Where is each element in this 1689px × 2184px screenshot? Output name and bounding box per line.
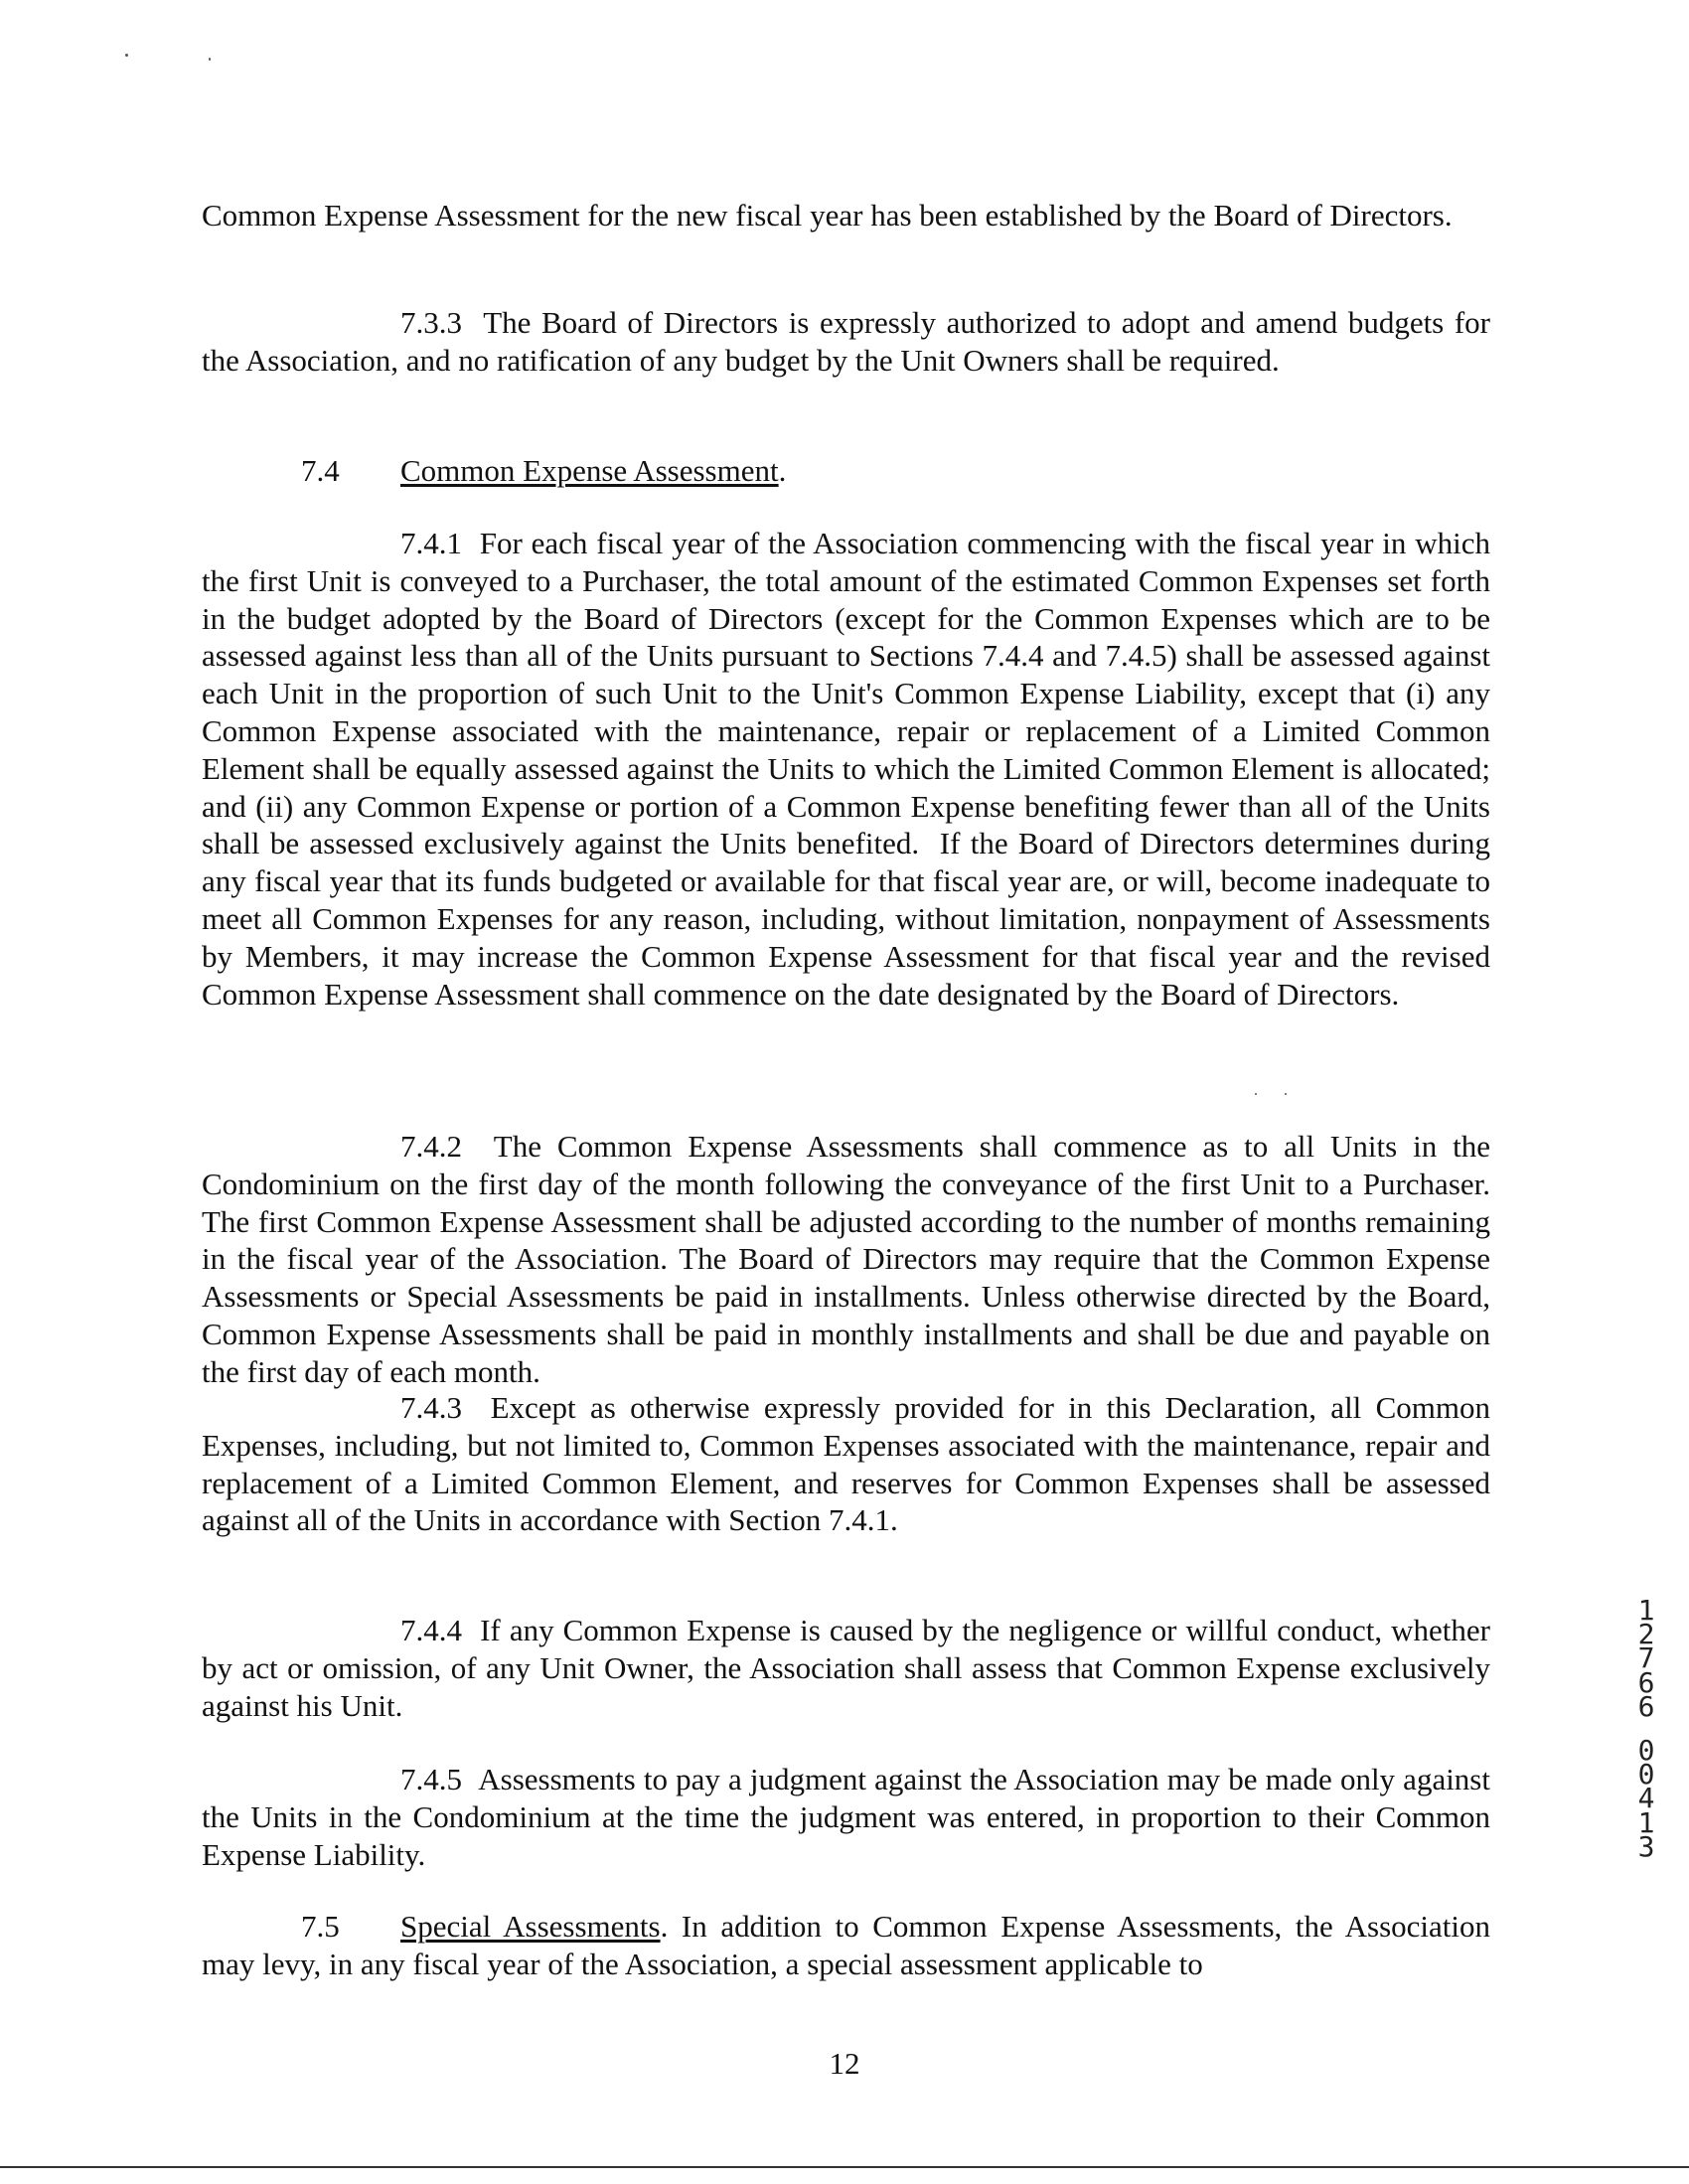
section-title: Common Expense Assessment: [400, 453, 779, 488]
scan-bottom-edge: [0, 2166, 1689, 2168]
paragraph-7-5: [202, 1908, 1490, 1983]
scan-speck: [125, 54, 128, 57]
stamp-digit: 1: [1637, 1594, 1655, 1627]
stamp-digit: 0: [1637, 1758, 1655, 1792]
paragraph-7-4-3: 7.4.3 Except as otherwise expressly provided for in this Declaration, all Common Expenses, including, but not limited to, Common Expenses associated with the maintenance, repair and replacement of a Limited Common Element, and reserves for Common Expenses shall be assessed against all of the Units in accordance with Section 7.4.1.: [202, 1390, 1490, 1538]
paragraph-7-3-3: 7.3.3 The Board of Directors is expressly authorized to adopt and amend budgets for the Association, and no ratification of any budget by the Unit Owners shall be required.: [202, 305, 1490, 378]
stamp-digit: 3: [1637, 1829, 1655, 1863]
section-number: 7.4: [301, 453, 340, 488]
stamp-digit: 4: [1637, 1782, 1655, 1815]
recording-stamp: [1632, 1594, 1660, 1863]
section-number: 7.5: [301, 1909, 340, 1944]
stamp-digit: 7: [1637, 1641, 1655, 1675]
paragraph-7-4-5: 7.4.5 Assessments to pay a judgment against the Association may be made only against the Units in the Condominium at the time the judgment was entered, in proportion to their Common Expense Liability.: [202, 1762, 1490, 1872]
stamp-digit: 2: [1637, 1618, 1655, 1651]
scan-speck: [209, 58, 211, 61]
stamp-digit: 6: [1637, 1689, 1655, 1723]
paragraph-7-4-1: 7.4.1 For each fiscal year of the Association commencing with the fiscal year in which the first Unit is conveyed to a Purchaser, the total amount of the estimated Common Expenses set forth in the budget adopted by the Board of Directors (except for the Common Expenses which are to be assessed against less than all of the Units pursuant to Sections 7.4.4 and 7.4.5) shall be assessed against each Unit in the proportion of such Unit to the Unit's Common Expense Liability, except that (i) any Common Expense associated with the maintenance, repair or replacement of a Limited Common Element shall be equally assessed against the Units to which the Limited Common Element is allocated; and (ii) any Common Expense or portion of a Common Expense benefiting fewer than all of the Units shall be assessed exclusively against the Units benefited. If the Board of Directors determines during any fiscal year that its funds budgeted or available for that fiscal year are, or will, become inadequate to meet all Common Expenses for any reason, including, without limitation, nonpayment of Assessments by Members, it may increase the Common Expense Assessment for that fiscal year and the revised Common Expense Assessment shall commence on the date designated by the Board of Directors.: [202, 526, 1490, 1012]
paragraph-continuation: Common Expense Assessment for the new fiscal year has been established by the Board of Directors.: [202, 198, 1453, 233]
stamp-digit: 1: [1637, 1805, 1655, 1839]
paragraph-body: . In addition to Common Expense Assessments, the Association may levy, in any fiscal year of the Association, a special assessment applicable to: [202, 1909, 1490, 1981]
scan-speck: [1255, 1093, 1257, 1095]
scan-speck: [1285, 1093, 1287, 1095]
paragraph-7-4-2: 7.4.2 The Common Expense Assessments shall commence as to all Units in the Condominium on the first day of the month following the conveyance of the first Unit to a Purchaser. The first Common Expense Assessment shall be adjusted according to the number of months remaining in the fiscal year of the Association. The Board of Directors may require that the Common Expense Assessments or Special Assessments be paid in installments. Unless otherwise directed by the Board, Common Expense Assessments shall be paid in monthly installments and shall be due and payable on the first day of each month.: [202, 1129, 1490, 1389]
section-heading-7-4: [301, 452, 786, 490]
stamp-digit: 6: [1637, 1665, 1655, 1699]
section-title: Special Assessments: [400, 1909, 661, 1944]
page-number: 12: [829, 2046, 860, 2081]
stamp-digit: 0: [1637, 1734, 1655, 1768]
section-title-period: .: [778, 453, 787, 488]
paragraph-7-4-4: 7.4.4 If any Common Expense is caused by the negligence or willful conduct, whether by act or omission, of any Unit Owner, the Association shall assess that Common Expense exclusively against his Unit.: [202, 1613, 1490, 1723]
